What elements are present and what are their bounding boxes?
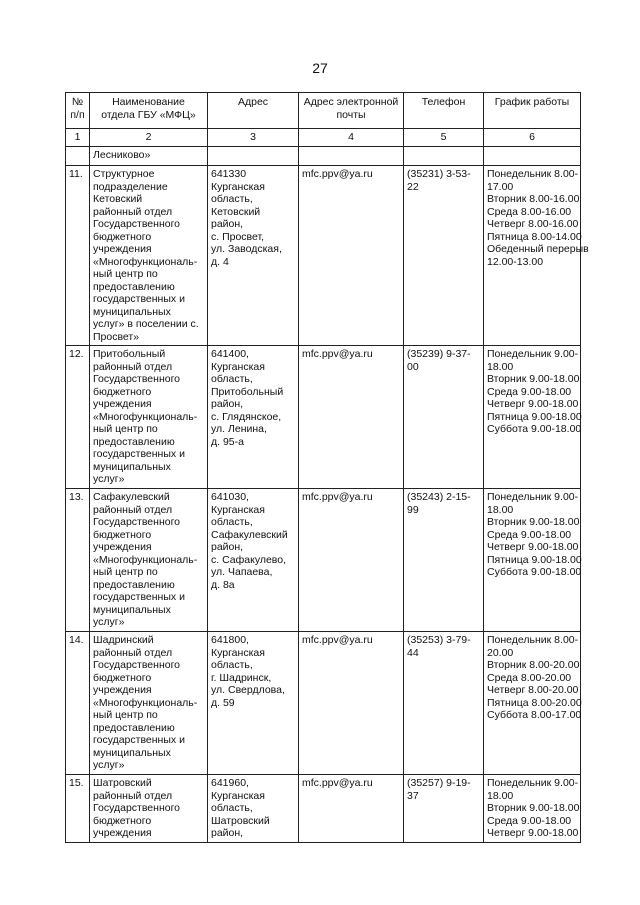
work-schedule-line: Среда 9.00-18.00 <box>487 528 572 541</box>
phone-line: (35243) 2-15- <box>407 491 471 503</box>
phone-line: 99 <box>407 503 419 516</box>
table-row <box>66 632 581 775</box>
column-number: 4 <box>299 129 404 147</box>
table-cell <box>66 147 90 166</box>
column-number-row <box>66 129 581 147</box>
address-line: 641960, <box>211 777 249 789</box>
address-line: область, <box>211 373 253 385</box>
address-line: Притобольный <box>211 385 284 398</box>
department-name-line: учреждения <box>93 827 152 839</box>
mfc-departments-table <box>65 92 589 843</box>
row-number: 14. <box>66 632 90 775</box>
work-schedule-line: Понедельник 8.00- <box>487 634 579 646</box>
header-line: почты <box>336 108 366 121</box>
department-name-line: районный отдел <box>93 360 173 373</box>
address-line: Курганская <box>211 503 265 516</box>
department-name-line: учреждения <box>93 684 152 696</box>
address-line: с. Сафакулево, <box>211 553 287 566</box>
work-schedule-line: 12.00-13.00 <box>487 255 544 268</box>
work-schedule-line: Пятница 8.00-20.00 <box>487 696 582 709</box>
address-line: 641330 <box>211 168 247 180</box>
table-row <box>66 775 581 843</box>
department-name-line: «Многофункциональ- <box>93 696 198 709</box>
department-name-line: Государственного <box>93 516 181 528</box>
department-name-line: учреждения <box>93 541 152 553</box>
address-line: д. 8а <box>211 578 235 591</box>
email: mfc.ppv@ya.ru <box>299 166 404 346</box>
continuation-text: Лесниково» <box>90 147 208 166</box>
department-name <box>90 489 208 632</box>
address-line: район, <box>211 541 244 553</box>
address-line: область, <box>211 193 253 205</box>
work-schedule-line: Четверг 8.00-16.00 <box>487 218 579 230</box>
department-name-line: «Многофункциональ- <box>93 255 198 268</box>
work-schedule-line: Среда 9.00-18.00 <box>487 814 572 827</box>
work-schedule-line: Вторник 8.00-16.00 <box>487 193 580 205</box>
address-line: область, <box>211 659 253 671</box>
phone-line: (35231) 3-53- <box>407 168 471 180</box>
work-schedule-line: Вторник 9.00-18.00 <box>487 373 580 385</box>
phone <box>404 489 484 632</box>
address-line: район, <box>211 827 244 839</box>
work-schedule <box>484 346 581 489</box>
department-name-line: предоставлению <box>93 435 175 448</box>
department-name-line: «Многофункциональ- <box>93 553 198 566</box>
department-name-line: государственных и <box>93 448 185 460</box>
department-name-line: бюджетного <box>93 671 152 684</box>
row-number: 15. <box>66 775 90 843</box>
row-number: 11. <box>66 166 90 346</box>
department-name-line: учреждения <box>93 398 152 410</box>
email: mfc.ppv@ya.ru <box>299 489 404 632</box>
header-row <box>66 93 581 129</box>
department-name-line: ный центр по <box>93 566 158 578</box>
department-name-line: муниципальных <box>93 460 171 473</box>
department-name-line: бюджетного <box>93 814 152 827</box>
department-name-line: районный отдел <box>93 503 173 516</box>
page-number: 27 <box>312 60 328 76</box>
table-row <box>66 489 581 632</box>
department-name-line: Структурное <box>93 168 155 180</box>
address-line: район, <box>211 218 244 230</box>
address-line: область, <box>211 802 253 814</box>
department-name-line: ный центр по <box>93 423 158 435</box>
department-name-line: предоставлению <box>93 280 175 293</box>
address-line: Шатровский <box>211 814 270 827</box>
address-line: д. 59 <box>211 696 235 709</box>
address-line: Курганская <box>211 646 265 659</box>
address <box>208 489 299 632</box>
department-name-line: услуг» <box>93 473 125 485</box>
phone <box>404 166 484 346</box>
address-line: ул. Чапаева, <box>211 566 273 578</box>
work-schedule-line: Четверг 9.00-18.00 <box>487 398 579 410</box>
department-name-line: муниципальных <box>93 746 171 759</box>
work-schedule-line: 18.00 <box>487 360 514 373</box>
phone-line: 00 <box>407 360 419 373</box>
address <box>208 632 299 775</box>
email: mfc.ppv@ya.ru <box>299 775 404 843</box>
work-schedule-line: Пятница 9.00-18.00 <box>487 410 582 423</box>
address-line: ул. Заводская, <box>211 243 282 255</box>
department-name-line: Государственного <box>93 218 181 230</box>
phone-line: 37 <box>407 789 419 802</box>
department-name-line: услуг» <box>93 616 125 628</box>
header-line: Наименование <box>112 96 185 108</box>
department-name-line: районный отдел <box>93 789 173 802</box>
header-line: Телефон <box>421 96 466 108</box>
address-line: 641400, <box>211 348 249 360</box>
department-name-line: услуг» <box>93 759 125 771</box>
department-name-line: районный отдел <box>93 646 173 659</box>
phone <box>404 346 484 489</box>
department-name-line: государственных и <box>93 293 185 305</box>
department-name-line: Просвет» <box>93 330 140 343</box>
work-schedule-line: Суббота 9.00-18.00 <box>487 423 582 435</box>
department-name-line: «Многофункциональ- <box>93 410 198 423</box>
work-schedule-line: Понедельник 9.00- <box>487 348 579 360</box>
department-name-line: муниципальных <box>93 305 171 318</box>
header-line: п/п <box>70 108 85 121</box>
table-row <box>66 346 581 489</box>
address <box>208 346 299 489</box>
work-schedule-line: Понедельник 9.00- <box>487 491 579 503</box>
table-cell <box>299 147 404 166</box>
header-cell <box>66 93 90 129</box>
department-name <box>90 166 208 346</box>
address-line: Курганская <box>211 360 265 373</box>
header-cell <box>299 93 404 129</box>
address-line: область, <box>211 516 253 528</box>
work-schedule-line: 18.00 <box>487 789 514 802</box>
header-line: Адрес электронной <box>303 96 399 108</box>
department-name-line: районный отдел <box>93 205 173 218</box>
department-name <box>90 346 208 489</box>
department-name-line: Шатровский <box>93 777 152 789</box>
table-cell <box>404 147 484 166</box>
column-number: 1 <box>66 129 90 147</box>
phone <box>404 775 484 843</box>
address-line: 641030, <box>211 491 249 503</box>
department-name-line: муниципальных <box>93 603 171 616</box>
department-name <box>90 632 208 775</box>
address <box>208 775 299 843</box>
row-number: 12. <box>66 346 90 489</box>
column-number: 5 <box>404 129 484 147</box>
address-line: Сафакулевский <box>211 528 288 541</box>
department-name-line: Шадринский <box>93 634 154 646</box>
table-cell <box>208 147 299 166</box>
work-schedule-line: Пятница 9.00-18.00 <box>487 553 582 566</box>
department-name-line: Государственного <box>93 373 181 385</box>
department-name-line: Государственного <box>93 659 181 671</box>
address-line: Кетовский <box>211 205 261 218</box>
work-schedule-line: Вторник 9.00-18.00 <box>487 516 580 528</box>
table-cell <box>484 147 581 166</box>
department-name-line: бюджетного <box>93 528 152 541</box>
department-name-line: предоставлению <box>93 578 175 591</box>
department-name-line: Государственного <box>93 802 181 814</box>
header-line: № <box>71 96 84 108</box>
address-line: д. 95-а <box>211 435 244 448</box>
department-name-line: предоставлению <box>93 721 175 734</box>
header-cell <box>484 93 581 129</box>
work-schedule-line: Вторник 8.00-20.00 <box>487 659 580 671</box>
email: mfc.ppv@ya.ru <box>299 346 404 489</box>
address-line: с. Глядянское, <box>211 410 282 423</box>
continuation-row <box>66 147 581 166</box>
work-schedule-line: Четверг 9.00-18.00 <box>487 541 579 553</box>
department-name <box>90 775 208 843</box>
work-schedule-line: Понедельник 8.00- <box>487 168 579 180</box>
department-name-line: государственных и <box>93 734 185 746</box>
phone-line: 22 <box>407 180 419 193</box>
address-line: район, <box>211 398 244 410</box>
department-name-line: Сафакулевский <box>93 491 170 503</box>
row-number: 13. <box>66 489 90 632</box>
address-line: 641800, <box>211 634 249 646</box>
department-name-line: Притобольный <box>93 348 166 360</box>
header-line: отдела ГБУ «МФЦ» <box>101 108 196 121</box>
phone-line: (35253) 3-79- <box>407 634 471 646</box>
department-name-line: бюджетного <box>93 385 152 398</box>
work-schedule <box>484 775 581 843</box>
column-number: 6 <box>484 129 581 147</box>
work-schedule-line: 20.00 <box>487 646 514 659</box>
column-number: 2 <box>90 129 208 147</box>
email: mfc.ppv@ya.ru <box>299 632 404 775</box>
work-schedule <box>484 632 581 775</box>
address-line: ул. Свердлова, <box>211 684 285 696</box>
work-schedule-line: 17.00 <box>487 180 514 193</box>
department-name-line: бюджетного <box>93 230 152 243</box>
department-name-line: государственных и <box>93 591 185 603</box>
work-schedule-line: Среда 8.00-20.00 <box>487 671 572 684</box>
work-schedule <box>484 166 589 346</box>
department-name-line: ный центр по <box>93 268 158 280</box>
work-schedule-line: Пятница 8.00-14.00 <box>487 230 582 243</box>
department-name-line: Кетовский <box>93 193 143 205</box>
header-line: Адрес <box>237 96 269 108</box>
address-line: ул. Ленина, <box>211 423 267 435</box>
work-schedule-line: Суббота 9.00-18.00 <box>487 566 582 578</box>
table-row <box>66 166 581 346</box>
phone-line: (35257) 9-19- <box>407 777 471 789</box>
phone <box>404 632 484 775</box>
header-cell <box>208 93 299 129</box>
address-line: г. Шадринск, <box>211 671 272 684</box>
work-schedule-line: 18.00 <box>487 503 514 516</box>
address <box>208 166 299 346</box>
work-schedule <box>484 489 581 632</box>
address-line: Курганская <box>211 180 265 193</box>
work-schedule-line: Четверг 8.00-20.00 <box>487 684 579 696</box>
phone-line: (35239) 9-37- <box>407 348 471 360</box>
address-line: с. Просвет, <box>211 230 265 243</box>
header-cell <box>90 93 208 129</box>
department-name-line: ный центр по <box>93 709 158 721</box>
header-cell <box>404 93 484 129</box>
department-name-line: подразделение <box>93 180 168 193</box>
work-schedule-line: Понедельник 9.00- <box>487 777 579 789</box>
header-line: График работы <box>494 96 570 108</box>
column-number: 3 <box>208 129 299 147</box>
work-schedule-line: Вторник 9.00-18.00 <box>487 802 580 814</box>
work-schedule-line: Суббота 8.00-17.00 <box>487 709 582 721</box>
work-schedule-line: Обеденный перерыв <box>487 243 589 255</box>
department-name-line: учреждения <box>93 243 152 255</box>
department-name-line: услуг» в поселении с. <box>93 318 199 330</box>
work-schedule-line: Среда 9.00-18.00 <box>487 385 572 398</box>
address-line: д. 4 <box>211 255 229 268</box>
work-schedule-line: Четверг 9.00-18.00 <box>487 827 579 839</box>
work-schedule-line: Среда 8.00-16.00 <box>487 205 572 218</box>
phone-line: 44 <box>407 646 419 659</box>
address-line: Курганская <box>211 789 265 802</box>
